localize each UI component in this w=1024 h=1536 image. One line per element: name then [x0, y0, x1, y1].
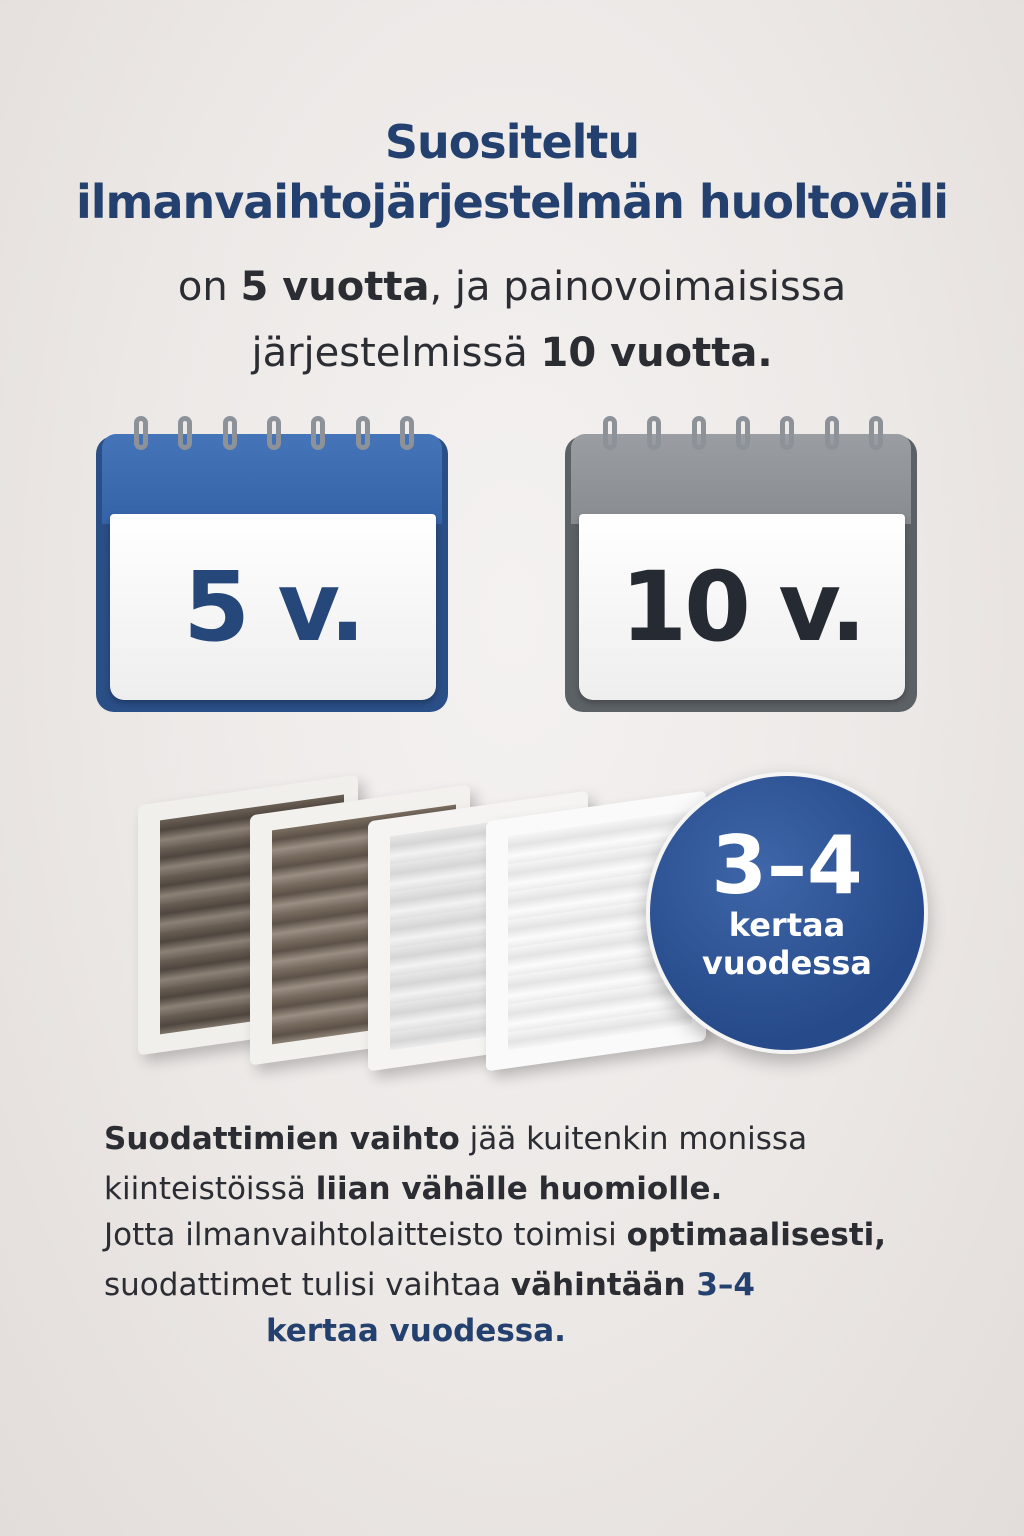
- ring-icon: [869, 416, 883, 450]
- body-line-2: [104, 1164, 964, 1214]
- body-line-5: [266, 1306, 1024, 1356]
- ring-icon: [692, 416, 706, 450]
- ring-icon: [311, 416, 325, 450]
- body-bold: liian vähälle huomiolle.: [315, 1171, 723, 1207]
- ring-icon: [736, 416, 750, 450]
- headline-line4-prefix: järjestelmissä: [251, 330, 541, 376]
- body-bold: Suodattimien vaihto: [104, 1121, 460, 1157]
- ring-icon: [223, 416, 237, 450]
- headline-line3-prefix: on: [177, 264, 241, 310]
- badge-label-line2: vuodessa: [702, 944, 872, 982]
- ring-icon: [603, 416, 617, 450]
- body-text: suodattimet tulisi vaihtaa: [104, 1267, 511, 1303]
- headline-title-line1: Suositeltu: [384, 115, 640, 169]
- ring-icon: [356, 416, 370, 450]
- calendar-value: 5 v.: [183, 551, 363, 663]
- body-paragraph-1: [104, 1114, 964, 1214]
- calendar-10-years-icon: [565, 416, 917, 712]
- headline-title-line2: ilmanvaihtojärjestelmän huoltoväli: [76, 175, 948, 229]
- headline-line4-bold: 10 vuotta.: [540, 330, 773, 376]
- badge-number: 3–4: [711, 819, 863, 912]
- ring-icon: [267, 416, 281, 450]
- calendar-value: 10 v.: [620, 551, 864, 663]
- body-paragraph-2: [104, 1210, 964, 1310]
- calendar-rings: [134, 416, 414, 456]
- body-text: jää kuitenkin monissa: [459, 1121, 808, 1157]
- air-filters-illustration: [130, 760, 730, 1060]
- body-bold: vähintään: [510, 1267, 697, 1303]
- ring-icon: [134, 416, 148, 450]
- body-line-4: [104, 1260, 964, 1310]
- ring-icon: [825, 416, 839, 450]
- badge-label-line1: kertaa: [728, 906, 846, 944]
- calendar-rings: [603, 416, 883, 456]
- calendar-5-years-icon: [96, 416, 448, 712]
- frequency-badge: [646, 772, 928, 1054]
- ring-icon: [400, 416, 414, 450]
- headline-line3-bold: 5 vuotta: [240, 264, 430, 310]
- calendar-page: [579, 514, 905, 700]
- body-line-3: [104, 1210, 964, 1260]
- headline-title: [0, 112, 1024, 232]
- body-highlight: kertaa vuodessa.: [266, 1313, 566, 1349]
- calendar-page: [110, 514, 436, 700]
- body-highlight: 3–4: [696, 1267, 755, 1303]
- body-text: Jotta ilmanvaihtolaitteisto toimisi: [104, 1217, 627, 1253]
- ring-icon: [780, 416, 794, 450]
- body-text: kiinteistöissä: [104, 1171, 316, 1207]
- body-bold: optimaalisesti,: [626, 1217, 887, 1253]
- ring-icon: [178, 416, 192, 450]
- ring-icon: [647, 416, 661, 450]
- headline-line3: [0, 262, 1024, 312]
- body-line-1: [104, 1114, 964, 1164]
- headline-line4: [0, 328, 1024, 378]
- headline-line3-suffix: , ja painovoimaisissa: [429, 264, 847, 310]
